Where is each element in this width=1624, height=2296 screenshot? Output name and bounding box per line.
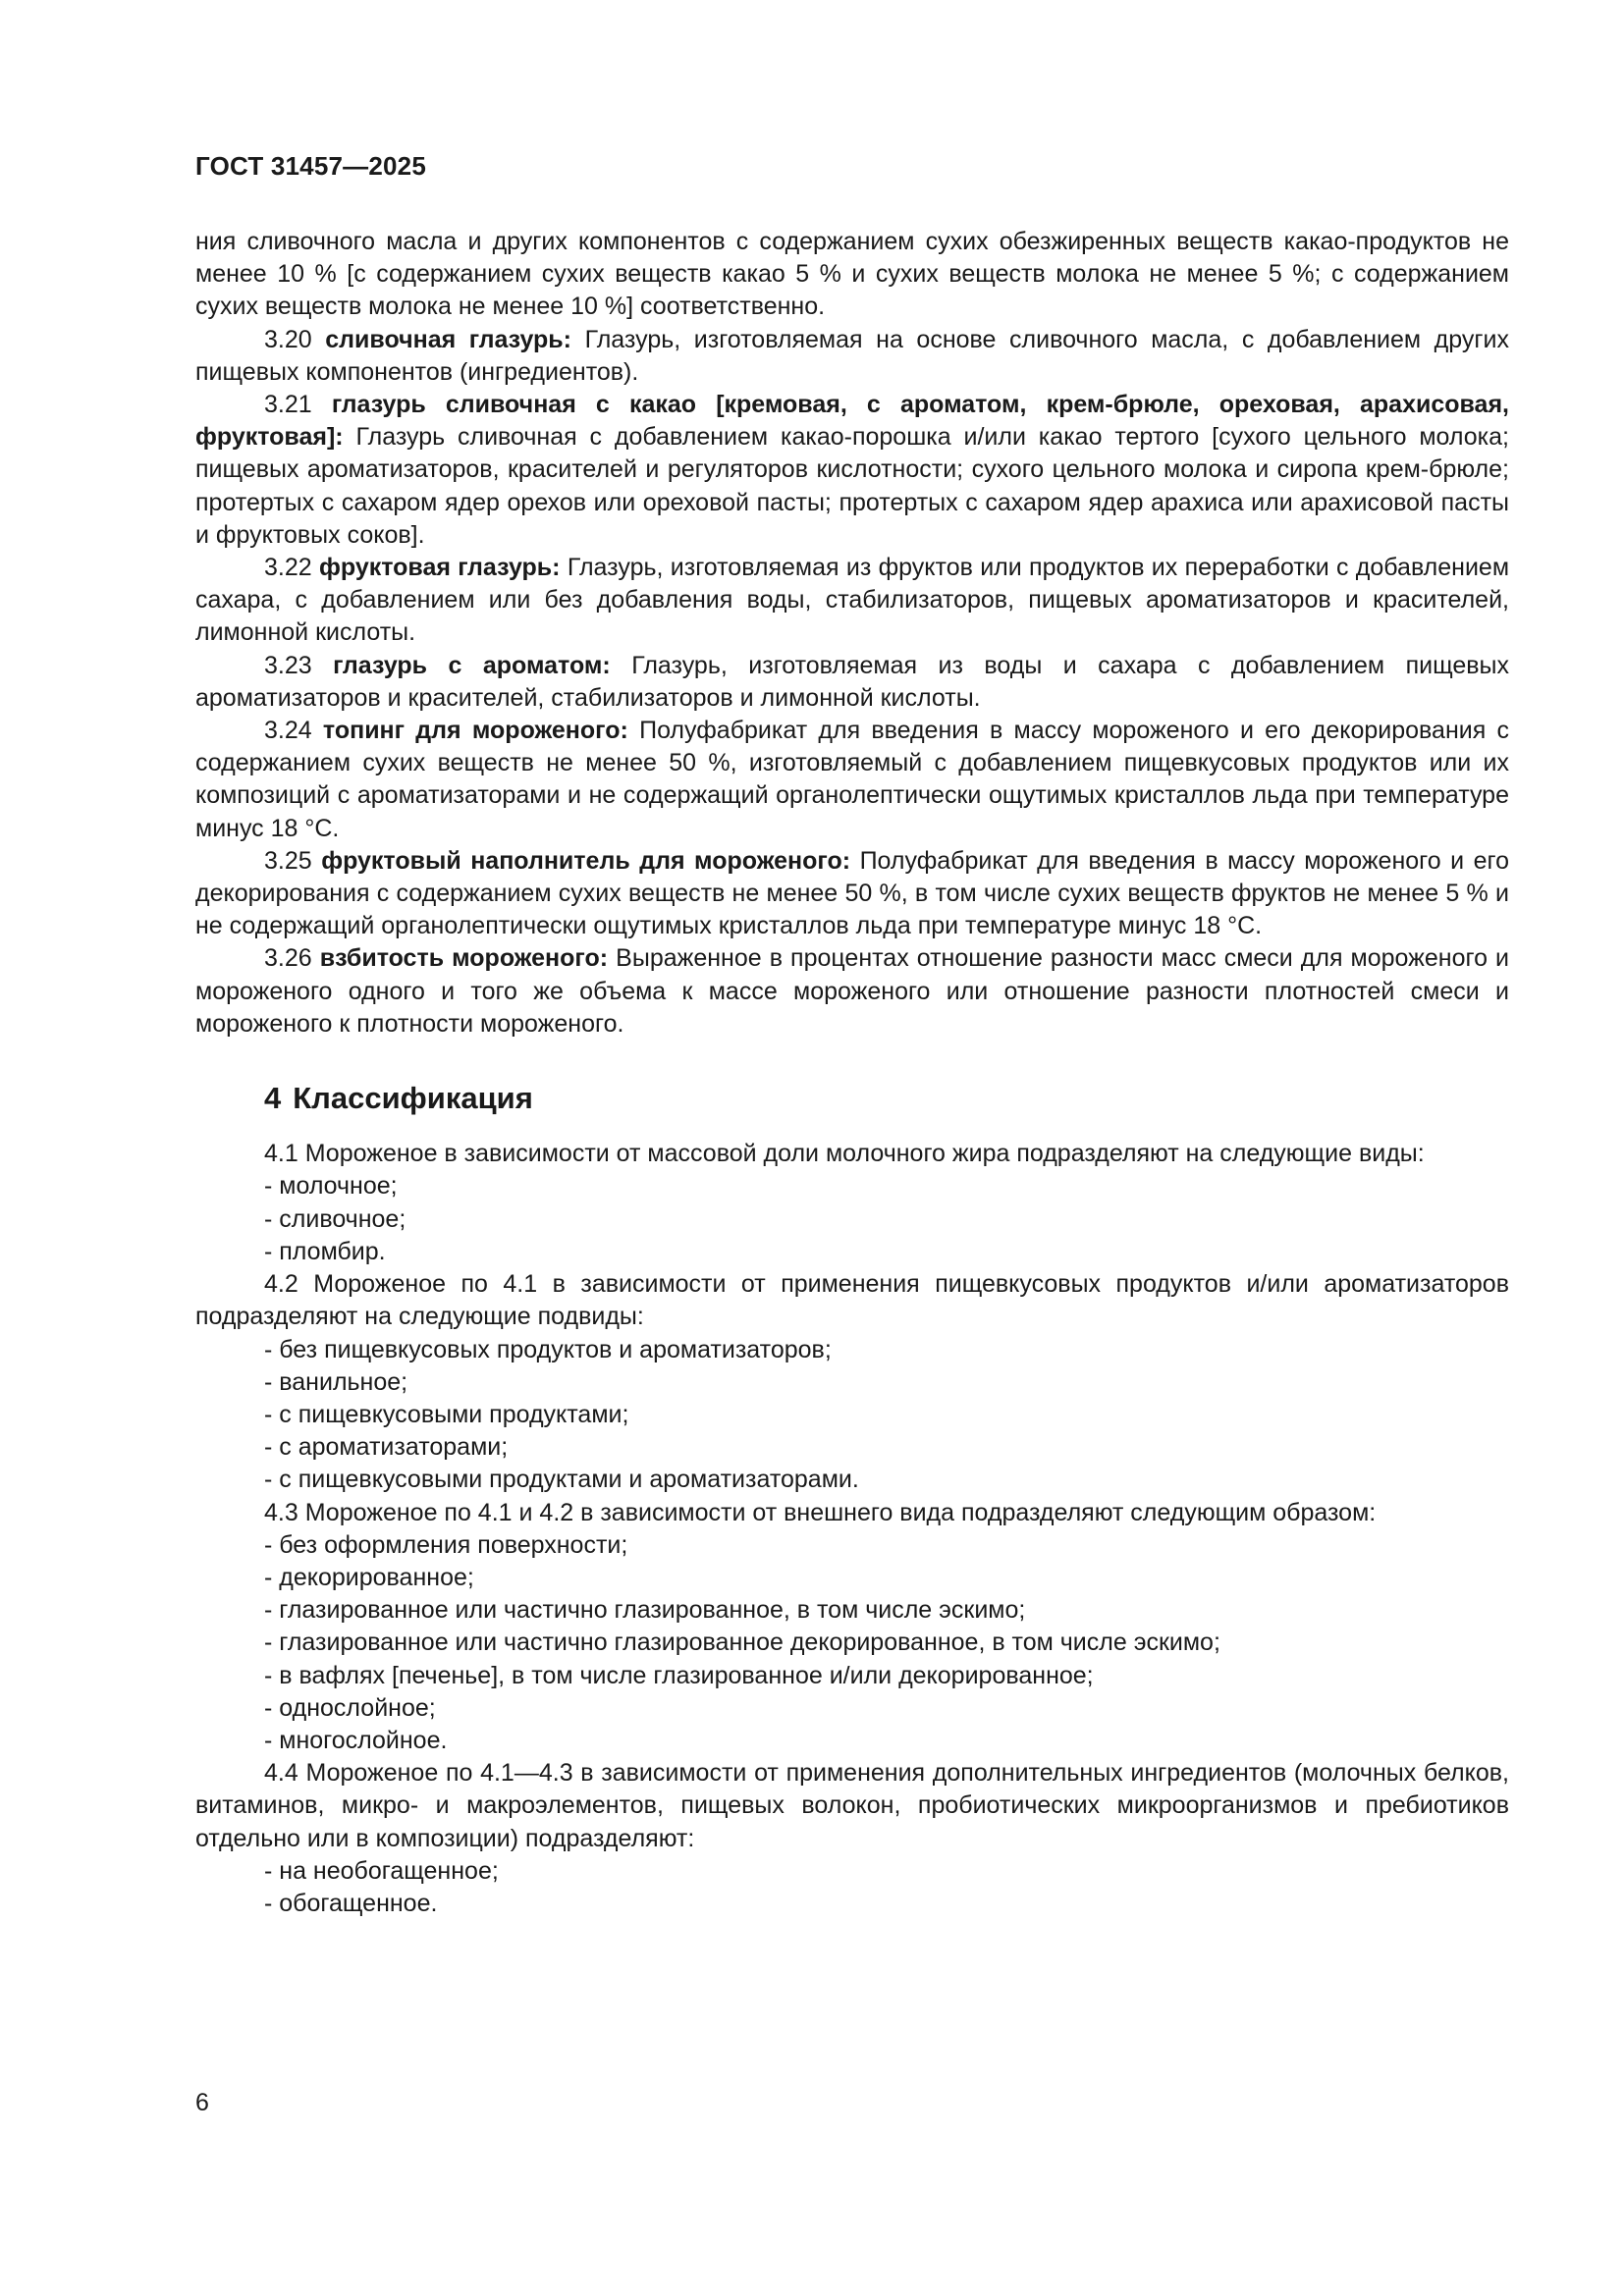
paragraph-continuation: ния сливочного масла и других компонентов с содержанием сухих обезжиренных веществ какао-продуктов не менее 10 % [с содержанием сухих веществ какао 5 % и сухих веществ молока не менее 5 %; с содержанием сухих веществ молока не менее 10 %] соответственно. (195, 228, 1509, 321)
term-3-21: 3.21 глазурь сливочная с какао [кремовая, с ароматом, крем-брюле, ореховая, арахисовая, фруктовая]: Глазурь сливочная с добавлением какао-порошка и/или какао тертого [сухого цельного молока; пищевых ароматизаторов, красителей и регуляторов кислотности; сухого цельного молока и сиропа крем-брюле; протертых с сахаром ядер орехов или ореховой пасты; протертых с сахаром ядер арахиса или арахисовой пасты и фруктовых соков]. (195, 391, 1509, 549)
term-name: фруктовая глазурь: (319, 554, 561, 582)
list-item: - без пищевкусовых продуктов и ароматизаторов; (264, 1335, 832, 1363)
term-name: сливочная глазурь: (325, 325, 571, 353)
list-item: - многослойное. (264, 1726, 448, 1754)
term-definition: Выраженное в процентах отношение разности масс смеси для мороженого и мороженого одного и того же объема к массе мороженого или отношение разности плотностей смеси и мороженого к плотности мороженого. (195, 944, 1509, 1038)
list-item: - на необогащенное; (264, 1856, 499, 1885)
term-definition: Полуфабрикат для введения в массу мороженого и его декорирования с содержанием сухих веществ не менее 50 %, в том числе сухих веществ фруктов не менее 5 % и не содержащий органолептически ощутимых кристаллов льда при температуре минус 18 °C. (195, 846, 1510, 940)
document-header: ГОСТ 31457—2025 (195, 151, 426, 181)
term-name: глазурь сливочная с какао [кремовая, с ароматом, крем-брюле, ореховая, арахисовая, фруктовая]: (195, 391, 1509, 452)
list-item: - ванильное; (264, 1367, 408, 1396)
list-item: - пломбир. (264, 1237, 386, 1265)
document-body (195, 226, 1509, 1920)
clause-4-2: 4.2 Мороженое по 4.1 в зависимости от применения пищевкусовых продуктов и/или ароматизаторов подразделяют на следующие подвиды: (195, 1270, 1509, 1331)
list-item: - с пищевкусовыми продуктами; (264, 1400, 629, 1428)
list-item: - сливочное; (264, 1204, 406, 1233)
term-name: топинг для мороженого: (322, 717, 628, 745)
list-item: - глазированное или частично глазированное, в том числе эскимо; (264, 1596, 1026, 1625)
term-3-24: 3.24 топинг для мороженого: Полуфабрикат для введения в массу мороженого и его декорирования с содержанием сухих веществ не менее 50 %, изготовляемый с добавлением пищевкусовых продуктов или их композиций с ароматизаторами и не содержащий органолептически ощутимых кристаллов льда при температуре минус 18 °C. (195, 717, 1509, 842)
term-3-23: 3.23 глазурь с ароматом: Глазурь, изготовляемая из воды и сахара с добавлением пищевых ароматизаторов и красителей, стабилизаторов и лимонной кислоты. (195, 651, 1510, 712)
page-number: 6 (195, 2089, 209, 2116)
list-item: - без оформления поверхности; (264, 1530, 628, 1559)
list-item: - с ароматизаторами; (264, 1433, 509, 1462)
list-item: - молочное; (264, 1172, 398, 1201)
list-item: - в вафлях [печенье], в том числе глазированное и/или декорированное; (264, 1661, 1094, 1689)
term-3-20: 3.20 сливочная глазурь: Глазурь, изготовляемая на основе сливочного масла, с добавлением других пищевых компонентов (ингредиентов). (195, 325, 1509, 386)
section-title: Классификация (293, 1081, 533, 1116)
term-3-25: 3.25 фруктовый наполнитель для мороженого: Полуфабрикат для введения в массу мороженого и его декорирования с содержанием сухих веществ не менее 50 %, в том числе сухих веществ фруктов не менее 5 % и не содержащий органолептически ощутимых кристаллов льда при температуре минус 18 °C. (195, 846, 1510, 940)
clause-4-3: 4.3 Мороженое по 4.1 и 4.2 в зависимости от внешнего вида подразделяют следующим образом: (264, 1498, 1377, 1526)
term-name: глазурь с ароматом: (333, 651, 611, 679)
term-definition: Глазурь, изготовляемая на основе сливочного масла, с добавлением других пищевых компонентов (ингредиентов). (195, 325, 1509, 386)
term-3-22: 3.22 фруктовая глазурь: Глазурь, изготовляемая из фруктов или продуктов их переработки с добавлением сахара, с добавлением или без добавления воды, стабилизаторов, пищевых ароматизаторов и красителей, лимонной кислоты. (195, 554, 1510, 647)
list-item: - однослойное; (264, 1693, 436, 1722)
list-item: - глазированное или частично глазированное декорированное, в том числе эскимо; (264, 1629, 1220, 1657)
term-definition: Глазурь, изготовляемая из воды и сахара с добавлением пищевых ароматизаторов и красителей, стабилизаторов и лимонной кислоты. (195, 651, 1510, 712)
term-definition: Полуфабрикат для введения в массу мороженого и его декорирования с содержанием сухих веществ не менее 50 %, изготовляемый с добавлением пищевкусовых продуктов или их композиций с ароматизаторами и не содержащий органолептически ощутимых кристаллов льда при температуре минус 18 °C. (195, 717, 1509, 842)
list-item: - с пищевкусовыми продуктами и ароматизаторами. (264, 1466, 859, 1494)
term-definition: Глазурь сливочная с добавлением какао-порошка и/или какао тертого [сухого цельного молока; пищевых ароматизаторов, красителей и регуляторов кислотности; сухого цельного молока и сиропа крем-брюле; протертых с сахаром ядер орехов или ореховой пасты; протертых с сахаром ядер арахиса или арахисовой пасты и фруктовых соков]. (195, 423, 1509, 549)
clause-4-4: 4.4 Мороженое по 4.1—4.3 в зависимости от применения дополнительных ингредиентов (молочных белков, витаминов, микро- и макроэлементов, пищевых волокон, пробиотических микроорганизмов и пребиотиков отдельно или в композиции) подразделяют: (195, 1759, 1509, 1852)
section-heading (195, 1082, 1509, 1114)
term-definition: Глазурь, изготовляемая из фруктов или продуктов их переработки с добавлением сахара, с добавлением или без добавления воды, стабилизаторов, пищевых ароматизаторов и красителей, лимонной кислоты. (195, 554, 1510, 647)
term-name: взбитость мороженого: (319, 944, 609, 973)
term-name: фруктовый наполнитель для мороженого: (321, 846, 851, 875)
list-item: - декорированное; (264, 1563, 474, 1591)
list-item: - обогащенное. (264, 1889, 438, 1917)
clause-4-1: 4.1 Мороженое в зависимости от массовой доли молочного жира подразделяют на следующие виды: (264, 1140, 1425, 1168)
term-3-26: 3.26 взбитость мороженого: Выраженное в процентах отношение разности масс смеси для мороженого и мороженого одного и того же объема к массе мороженого или отношение разности плотностей смеси и мороженого к плотности мороженого. (195, 944, 1509, 1038)
section-number: 4 (264, 1081, 282, 1116)
